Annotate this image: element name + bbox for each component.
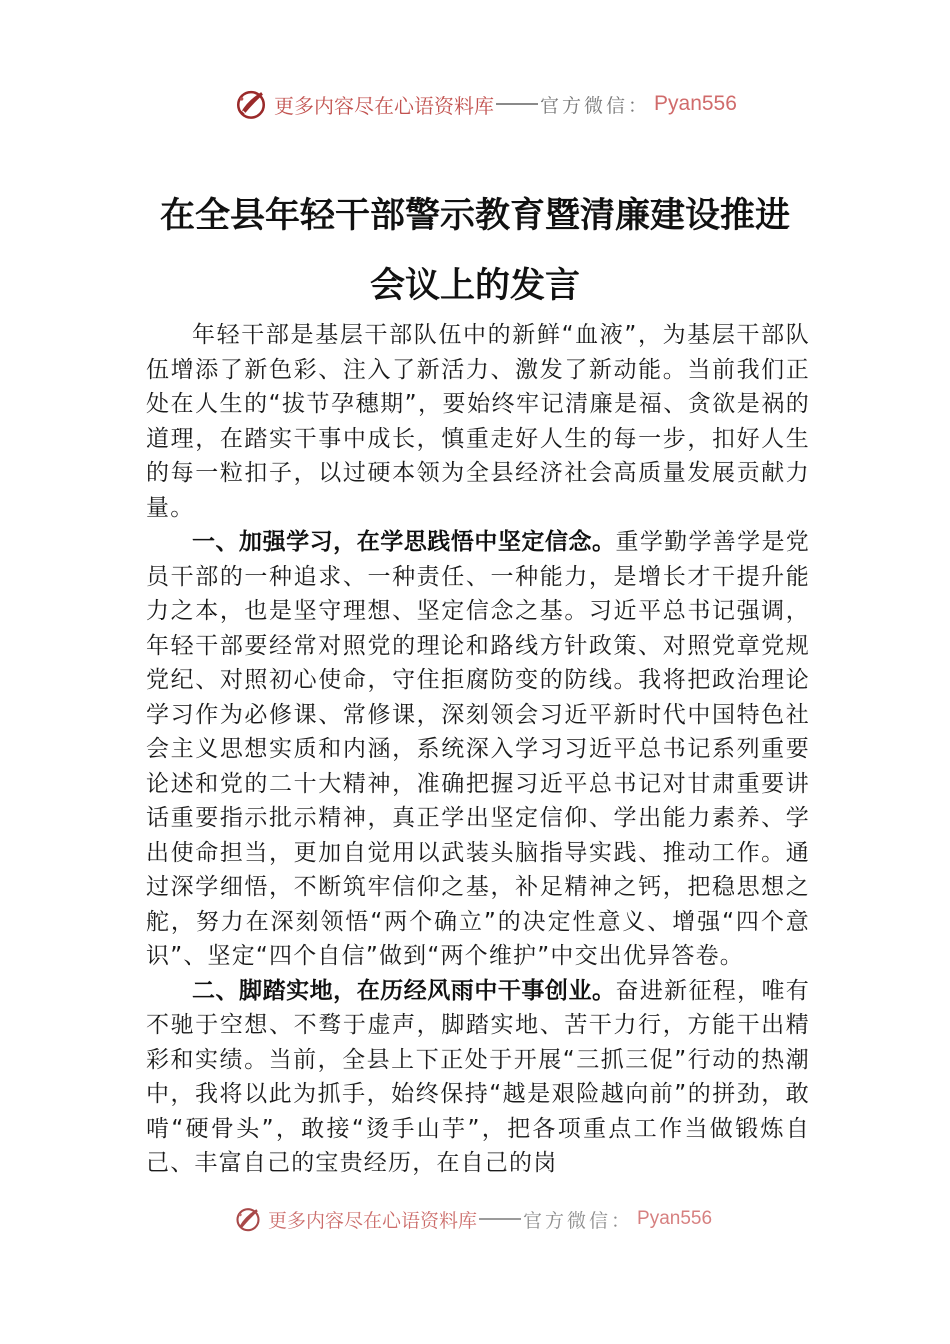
watermark-wechat-id: Pyan556 <box>654 92 737 115</box>
document-body <box>146 318 810 1181</box>
watermark-header <box>234 84 737 124</box>
watermark-library-text: 更多内容尽在心语资料库 <box>274 93 494 118</box>
watermark-wechat-label: 官方微信： <box>523 1209 634 1232</box>
watermark-wechat-id: Pyan556 <box>637 1208 713 1229</box>
paragraph-text: 奋进新征程，唯有不驰于空想、不骛于虚声，脚踏实地、苦干力行，方能干出精彩和实绩。当前，全县上下正处于开展“三抓三促”行动的热潮中，我将以此为抓手，始终保持“越是艰险越向前”的拼劲，敢啃“硬骨头”，敢接“烫手山芋”，把各项重点工作当做锻炼自己、丰富自己的宝贵经历，在自己的岗 <box>146 977 810 1176</box>
section-2-heading: 二、脚踏实地，在历经风雨中干事创业。 <box>192 977 616 1004</box>
watermark-library-text: 更多内容尽在心语资料库 <box>268 1209 478 1232</box>
watermark-dash <box>496 103 538 105</box>
intro-paragraph <box>146 318 810 525</box>
watermark-footer <box>234 1204 712 1234</box>
paragraph-text: 年轻干部是基层干部队伍中的新鲜“血液”，为基层干部队伍增添了新色彩、注入了新活力、激发了新动能。当前我们正处在人生的“拔节孕穗期”，要始终牢记清廉是福、贪欲是祸的道理，在踏实干事中成长，慎重走好人生的每一步，扣好人生的每一粒扣子，以过硬本领为全县经济社会高质量发展贡献力量。 <box>146 322 810 521</box>
quill-pen-seal-icon <box>234 87 268 121</box>
section-1-heading: 一、加强学习，在学思践悟中坚定信念。 <box>192 529 616 555</box>
document-title-line-2: 会议上的发言 <box>369 265 580 306</box>
watermark-wechat-label: 官方微信： <box>540 94 651 117</box>
paragraph-text: 重学勤学善学是党员干部的一种追求、一种责任、一种能力，是增长才干提升能力之本，也是坚守理想、坚定信念之基。习近平总书记强调，年轻干部要经常对照党的理论和路线方针政策、对照党章党规党纪、对照初心使命，守住拒腐防变的防线。我将把政治理论学习作为必修课、常修课，深刻领会习近平新时代中国特色社会主义思想实质和内涵，系统深入学习习近平总书记系列重要论述和党的二十大精神，准确把握习近平总书记对甘肃重要讲话重要指示批示精神，真正学出坚定信仰、学出能力素养、学出使命担当，更加自觉用以武装头脑指导实践、推动工作。通过深学细悟，不断筑牢信仰之基，补足精神之钙，把稳思想之舵，努力在深刻领悟“两个确立”的决定性意义、增强“四个意识”、坚定“四个自信”做到“两个维护”中交出优异答卷。 <box>146 529 810 969</box>
quill-pen-seal-icon <box>234 1205 262 1233</box>
section-2-paragraph <box>146 974 810 1181</box>
document-title-line-1: 在全县年轻干部警示教育暨清廉建设推进 <box>159 195 790 236</box>
section-1-paragraph <box>146 525 810 974</box>
watermark-dash <box>479 1218 521 1220</box>
